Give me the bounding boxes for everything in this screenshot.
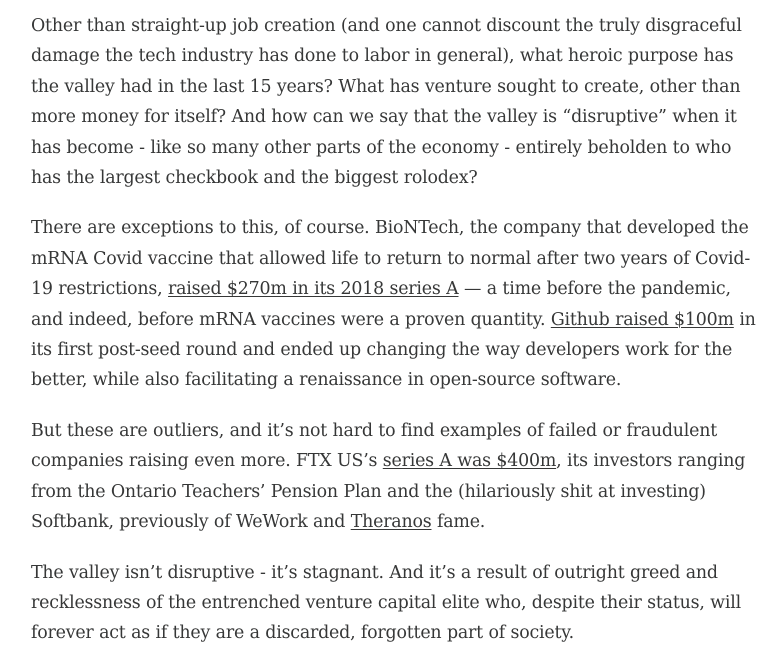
paragraph-exceptions [31,213,764,395]
article-body [31,11,764,669]
ftx-series-a-link[interactable]: series A was $400m [382,451,557,472]
biontech-series-a-link[interactable]: raised $270m in its 2018 series A [168,279,459,300]
github-raised-link[interactable]: Github raised $100m [550,309,734,330]
paragraph-text: There are exceptions to this, of course. BioNTech, the company that developed the mRNA Covid vaccine that allowed life to return to normal after two years of Covid-19 restrictions, [31,218,751,300]
paragraph-job-creation [31,11,764,193]
paragraph-text: Other than straight-up job creation (and one cannot discount the truly disgraceful damage the tech industry has done to labor in general), what heroic purpose has the valley had in the last 15 years? What has venture sought to create, other than more money for itself? And how can we say that the valley is “disruptive” when it has become - like so many other parts of the economy - entirely beholden to who has the largest checkbook and the biggest rolodex? [31,16,742,189]
paragraph-outliers [31,416,764,538]
paragraph-text: fame. [431,512,486,533]
paragraph-conclusion [31,558,764,649]
paragraph-text: The valley isn’t disruptive - it’s stagnant. And it’s a result of outright greed and recklessness of the entrenched venture capital elite who, despite their status, will forever act as if they are a discarded, forgotten part of society. [31,562,741,644]
paragraph-text: But these are outliers, and it’s not hard to find examples of failed or fraudulent companies raising even more. FTX US’s [31,420,718,472]
paragraph-text: — a time before the pandemic, and indeed, before mRNA vaccines were a proven quantity. [31,279,731,330]
theranos-link[interactable]: Theranos [350,512,432,533]
paragraph-text: , its investors ranging from the Ontario Teachers’ Pension Plan and the (hilariously shit at investing) Softbank, previously of WeWork and [31,451,746,533]
paragraph-text: in its first post-seed round and ended up changing the way developers work for the better, while also facilitating a renaissance in open-source software. [31,309,756,391]
